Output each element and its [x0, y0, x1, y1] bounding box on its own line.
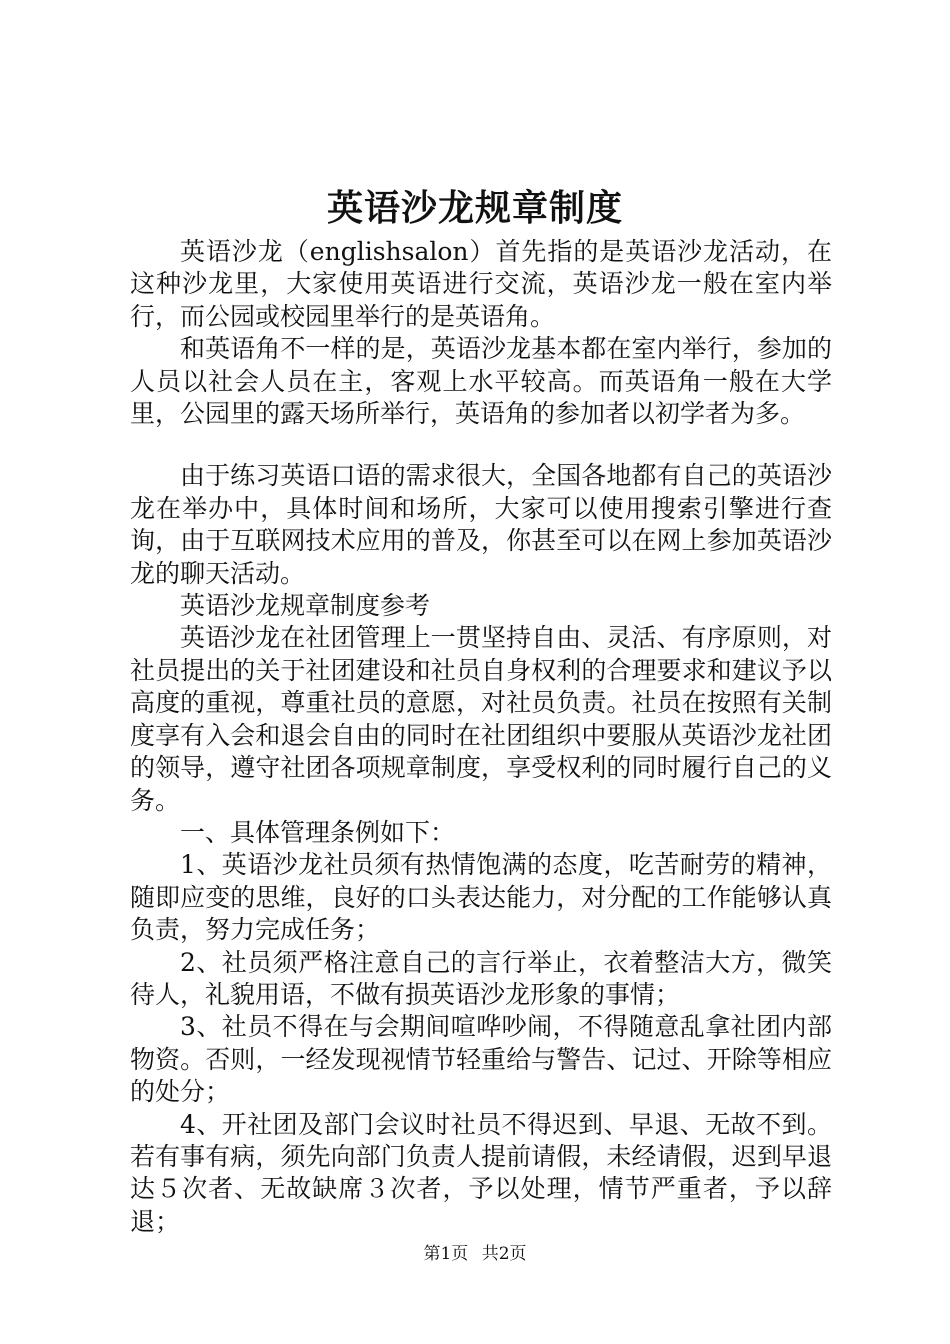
list-item: 3、社员不得在与会期间喧哗吵闹，不得随意乱拿社团内部物资。否则，一经发现视情节轻重给与警告、记过、开除等相应的处分； — [130, 1012, 832, 1107]
document-title: 英语沙龙规章制度 — [326, 187, 623, 229]
list-item: 4、开社团及部门会议时社员不得迟到、早退、无故不到。若有事有病，须先向部门负责人提前请假，未经请假，迟到早退达５次者、无故缺席３次者，予以处理，情节严重者，予以辞退； — [130, 1109, 832, 1236]
paragraph: 和英语角不一样的是，英语沙龙基本都在室内举行，参加的人员以社会人员在主，客观上水平较高。而英语角一般在大学里，公园里的露天场所举行，英语角的参加者以初学者为多。 — [130, 334, 832, 429]
paragraph: 英语沙龙（englishsalon）首先指的是英语沙龙活动，在这种沙龙里，大家使用英语进行交流，英语沙龙一般在室内举行，而公园或校园里举行的是英语角。 — [130, 237, 832, 331]
paragraph: 由于练习英语口语的需求很大，全国各地都有自己的英语沙龙在举办中，具体时间和场所，大家可以使用搜索引擎进行查询，由于互联网技术应用的普及，你甚至可以在网上参加英语沙龙的聊天活动。 — [130, 461, 832, 588]
page-total: 共2页 — [481, 1244, 527, 1264]
list-item: 2、社员须严格注意自己的言行举止，衣着整洁大方，微笑待人，礼貌用语，不做有损英语沙龙形象的事情； — [130, 947, 832, 1009]
paragraph: 英语沙龙在社团管理上一贯坚持自由、灵活、有序原则，对社员提出的关于社团建设和社员自身权利的合理要求和建议予以高度的重视，尊重社员的意愿，对社员负责。社员在按照有关制度享有入会和退会自由的同时在社团组织中要服从英语沙龙社团的领导，遵守社团各项规章制度，享受权利的同时履行自己的义务。 — [130, 623, 832, 815]
section-heading: 一、具体管理条例如下： — [180, 817, 456, 847]
page-footer — [0, 1242, 950, 1266]
page-number: 第1页 — [423, 1244, 469, 1264]
document-body — [130, 236, 832, 1238]
list-item: 1、英语沙龙社员须有热情饱满的态度，吃苦耐劳的精神，随即应变的思维，良好的口头表达能力，对分配的工作能够认真负责，努力完成任务； — [130, 850, 832, 945]
section-subtitle: 英语沙龙规章制度参考 — [180, 591, 431, 621]
